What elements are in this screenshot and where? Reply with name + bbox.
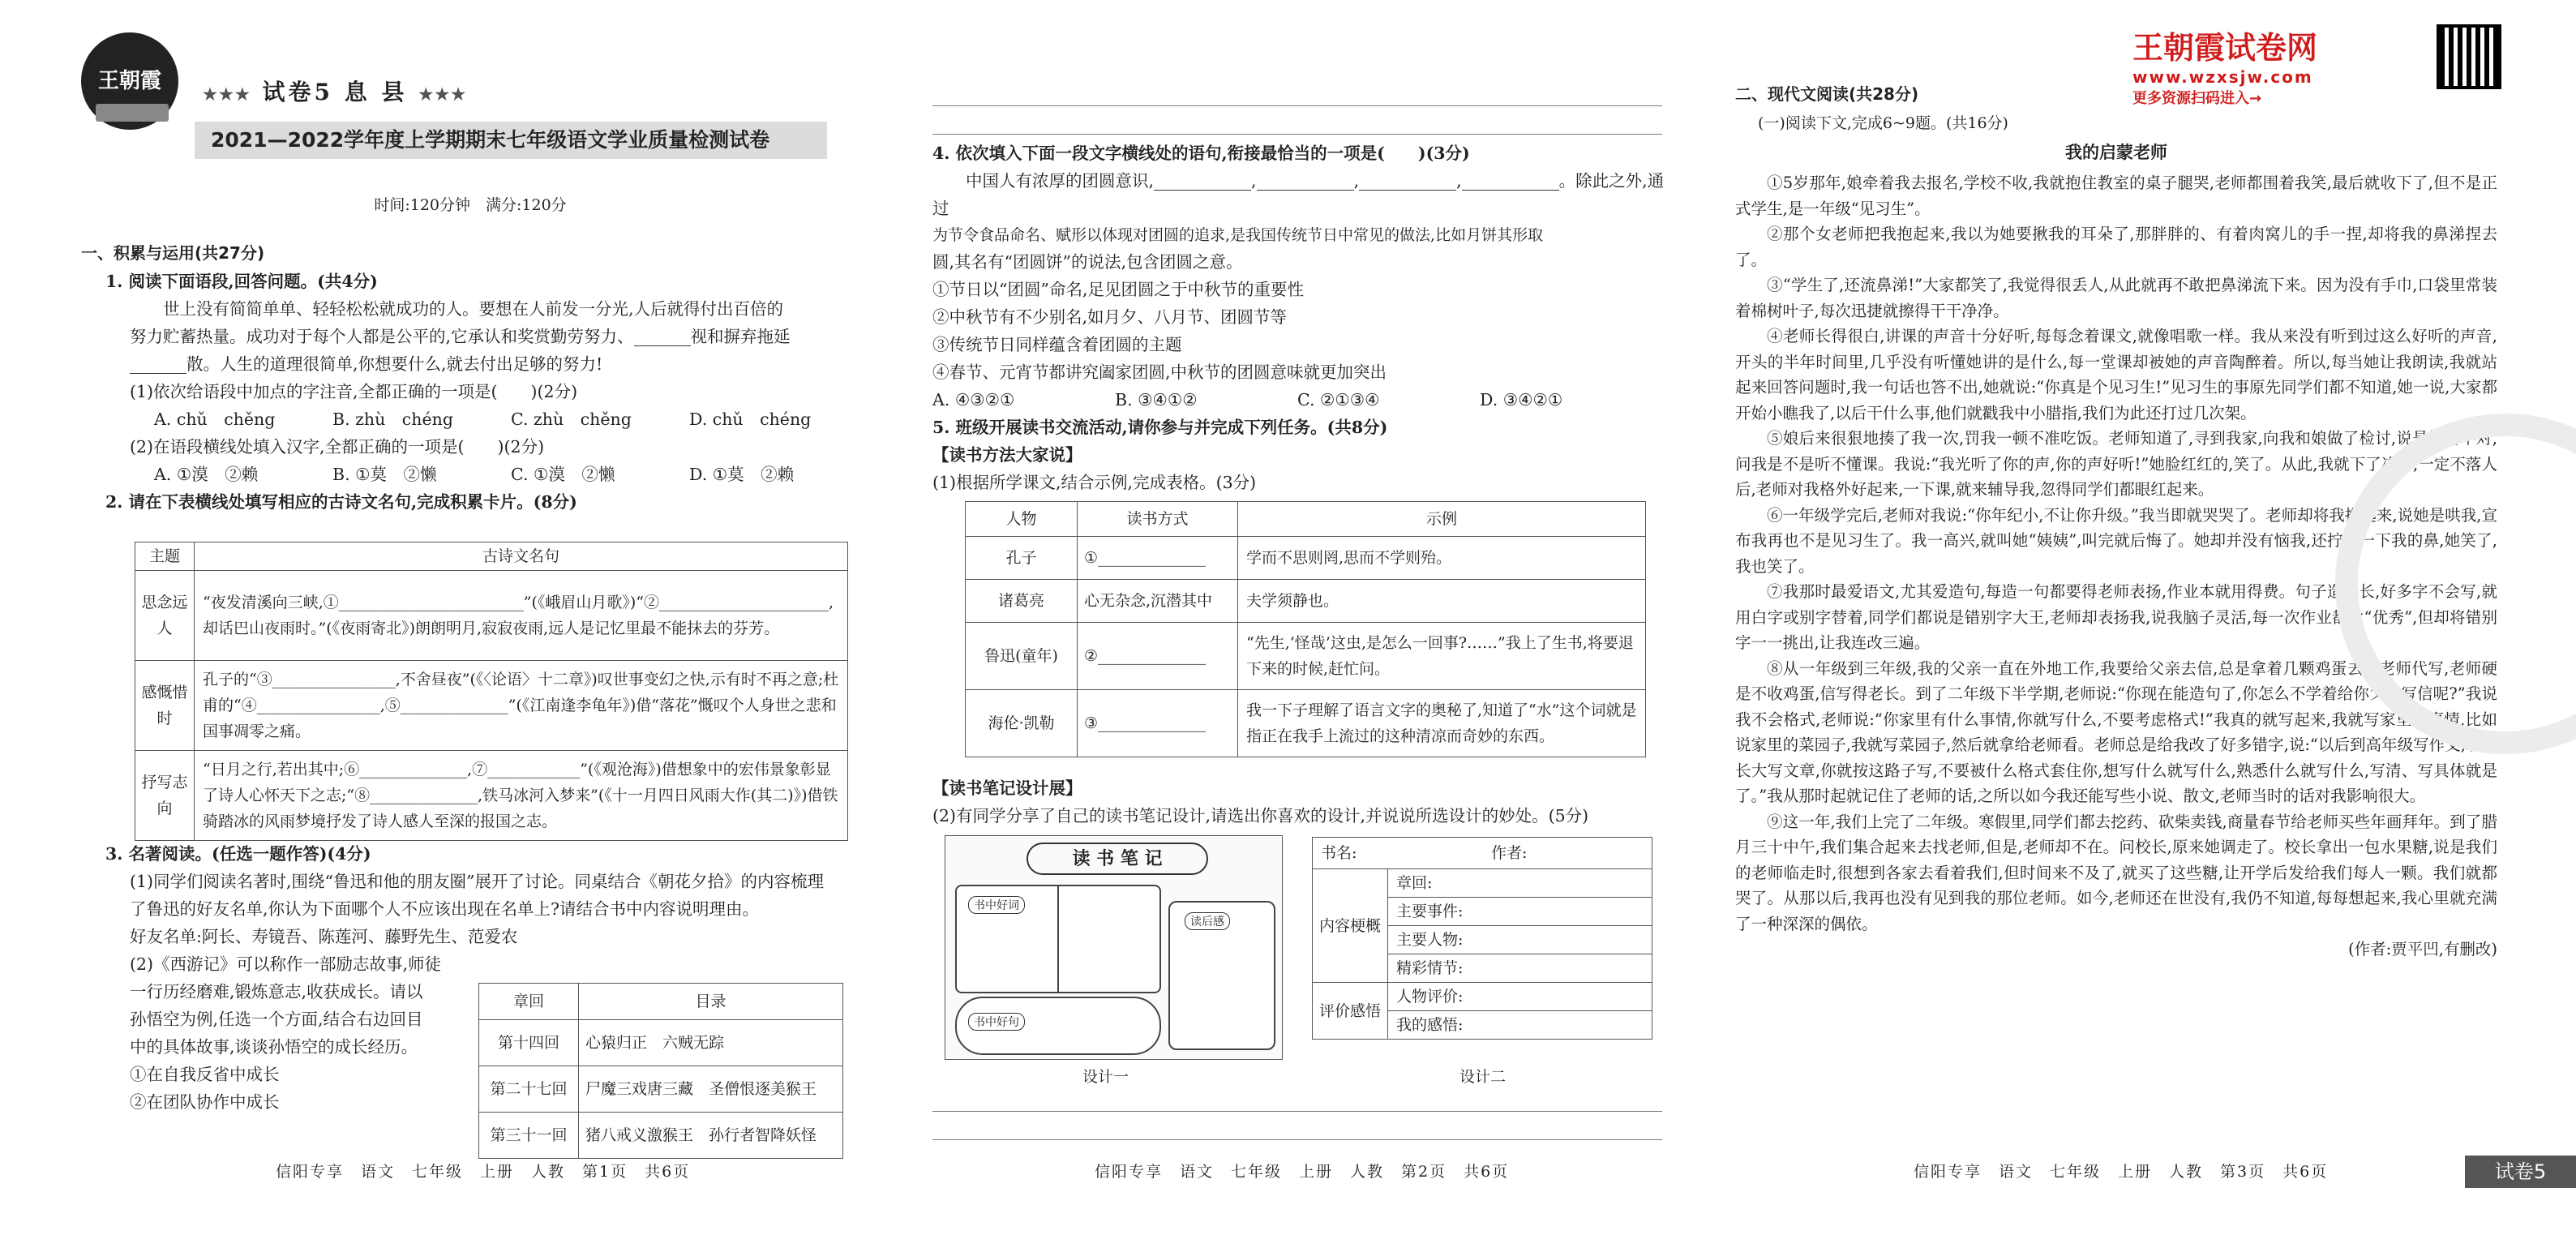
page-1 — [81, 0, 859, 1235]
article-author: (作者:贾平凹,有删改) — [2348, 940, 2497, 958]
q2-th-theme: 主题 — [135, 542, 195, 571]
q2-title: 2. 请在下表横线处填写相应的古诗文名句,完成积累卡片。(8分) — [105, 492, 577, 512]
table-row — [966, 537, 1646, 580]
answer-line — [932, 105, 1662, 106]
q3-option-2[interactable]: ②在团队协作中成长 — [130, 1092, 280, 1112]
q4-p1: 中国人有浓厚的团圆意识, , , , 。除此之外,通过 — [932, 171, 1665, 218]
logo-ribbon — [96, 104, 169, 122]
brand-name: 王朝霞试卷网 — [2132, 30, 2318, 66]
section-2-heading: 二、现代文阅读(共28分) — [1735, 84, 1919, 104]
cell-person: 诸葛亮 — [966, 580, 1078, 623]
article-paragraph-1: ①5岁那年,娘牵着我去报名,学校不收,我就抱住教室的桌子腿哭,老师都围着我笑,最后就收下了,但不是正式学生,是一年级“见习生”。 — [1735, 174, 2497, 218]
q1-sub1-option-a[interactable]: A. chǔ chěng — [154, 410, 276, 429]
article-paragraph-9: ⑨这一年,我们上完了二年级。寒假里,同学们都去挖药、砍柴卖钱,商量春节给老师买些年画拜年。到了腊月三十中午,我们集合起来去找老师,但是,老师却不在。问校长,原来她调走了。校长拿出一包水果糖,说是我们的老师临走时,很想到各家去看着我们,但时间来不及了,就买了这些糖,让开学后发给我们每人一颗。我们就都哭了。从那以后,我再也没有见到我的那位老师。如今,老师还在世没有,我仍不知道,每每想起来,我心里就充满了一种深深的偶依。 — [1735, 812, 2497, 933]
design-two-book: 书名: — [1321, 844, 1357, 862]
cell-method: 心无杂念,沉潜其中 — [1078, 580, 1238, 623]
q5-sub2: (2)有同学分享了自己的读书笔记设计,请选出你喜欢的设计,并说说所选设计的妙处。(5分) — [932, 806, 1589, 825]
question-4 — [932, 139, 1678, 496]
article-paragraph-6: ⑥一年级学完后,老师对我说:“你年纪小,不让你升级。”我当即就哭哭了。老师却将我抱起来,说她是哄我,宣布我再也不是见习生了。我一高兴,就叫她“姨姨”,叫完就后悔了。她却并没有恼我,还拧了一下我的鼻,她笑了,我也笑了。 — [1735, 505, 2497, 576]
qr-code-icon[interactable] — [2437, 24, 2501, 89]
design-two-content-label: 内容梗概 — [1313, 869, 1388, 983]
blank-2[interactable] — [130, 357, 186, 374]
table-row — [135, 661, 848, 751]
q3-sub2c: 孙悟空为例,任选一个方面,结合右边回目 — [130, 1010, 423, 1029]
xiyouji-chapter-table — [478, 983, 843, 1159]
q3-sub1c: 好友名单:阿长、寿镜吾、陈莲河、藤野先生、范爱农 — [130, 927, 518, 946]
q4-option-b[interactable]: B. ③④①② — [1115, 390, 1198, 410]
q2-row2-text[interactable]: 孔子的“③________________,不舍昼夜”(《〈论语〉十二章》)叹世事变幻之快,示有时不再之意;杜甫的“④________________,⑤______________”(《江南逢李龟年》)借“落花”慨叹个人身世之悲和国事凋零之痛。 — [195, 661, 848, 751]
cell-person: 海伦·凯勒 — [966, 690, 1078, 757]
brand-url[interactable]: www.wzxsjw.com — [2132, 67, 2313, 87]
q4-item-4: ④春节、元宵节都讲究阖家团圆,中秋节的团圆意味就更加突出 — [932, 362, 1387, 382]
article-paragraph-3: ③“学生了,还流鼻涕!”大家都笑了,我觉得很丢人,从此就再不敢把鼻涕流下来。因为没有手巾,口袋里常装着棉树叶子,每次迅捷就擦得干干净净。 — [1735, 276, 2497, 320]
q5-part2 — [932, 774, 1678, 830]
q1-para3-text: 散。人生的道理很简单,你想要什么,就去付出足够的努力! — [186, 354, 603, 374]
design-two-eval-label: 评价感悟 — [1313, 983, 1388, 1040]
q1-para3 — [105, 350, 859, 378]
q1-sub1-options — [105, 405, 859, 433]
q4-item-1: ①节日以“团圆”命名,足见团圆之于中秋节的重要性 — [932, 280, 1304, 299]
q4-item-2: ②中秋节有不少别名,如月夕、八月节、团圆节等 — [932, 307, 1288, 327]
table-row — [479, 1020, 843, 1066]
table-row — [479, 1066, 843, 1113]
q1-sub1-option-b[interactable]: B. zhù chéng — [332, 410, 453, 429]
design-two-field: 精彩情节: — [1388, 954, 1652, 983]
stars-right: ★★★ — [418, 84, 468, 104]
cell-example: 我一下子理解了语言文字的奥秘了,知道了“水”这个词就是指正在我手上流过的这种清凉而奇妙的东西。 — [1238, 690, 1646, 757]
toc-th: 目录 — [579, 984, 843, 1020]
q5-sec1: 【读书方法大家说】 — [932, 445, 1082, 465]
q4-blank-4[interactable] — [1462, 174, 1559, 191]
q2-table-header — [135, 542, 848, 571]
q1-sub2-option-c[interactable]: C. ①漠 ②懒 — [511, 465, 615, 484]
table-row — [966, 502, 1646, 537]
q2-row1-text[interactable]: “夜发清溪向三峡,①________________________”(《峨眉山月歌》)“②______________________,却话巴山夜雨时。”(《夜雨寄北》)朗朗明月,寂寂夜雨,远人是记忆里最不能抹去的芬芳。 — [195, 571, 848, 661]
design-two-field: 我的感悟: — [1388, 1011, 1652, 1040]
cell-method-blank[interactable]: ③______________ — [1078, 690, 1238, 757]
q1-title: 1. 阅读下面语段,回答问题。(共4分) — [105, 272, 378, 291]
article-paragraph-5: ⑤娘后来很狠地揍了我一次,罚我一顿不准吃饭。老师知道了,寻到我家,向我和娘做了检讨,说是她的不对,问我是不是听不懂课。我说:“我光听了你的声,你的声好听!”她脸红红的,笑了。从此,我就下了决心,一定不落人后,老师对我格外好起来,一下课,就来辅导我,忽得同学们都眼红起来。 — [1735, 429, 2497, 499]
answer-line — [932, 1111, 1662, 1112]
cell-method-blank[interactable]: ②______________ — [1078, 623, 1238, 690]
chapter-th: 章回 — [479, 984, 579, 1020]
q4-p1b-text: 。除此之外,通过 — [932, 171, 1665, 218]
q1-para1: 世上没有简简单单、轻轻松松就成功的人。要想在人前发一分光,人后就得付出百倍的 — [163, 299, 784, 319]
chapter-cell: 第十四回 — [479, 1020, 579, 1066]
q3-sub1b: 了鲁迅的好友名单,你认为下面哪个人不应该出现在名单上?请结合书中内容说明理由。 — [130, 899, 760, 919]
table-row — [1313, 869, 1652, 898]
q1-para2b-text: 视和摒弃拖延 — [690, 327, 791, 346]
q3-sub2b: 一行历经磨难,锻炼意志,收获成长。请以 — [130, 982, 423, 1001]
cell-example: 学而不思则罔,思而不学则殆。 — [1238, 537, 1646, 580]
cell-example: “先生,‘怪哉’这虫,是怎么一回事?……”我上了生书,将要退下来的时候,赶忙问。 — [1238, 623, 1646, 690]
q3-sub2a: (2)《西游记》可以称作一部励志故事,师徒 — [130, 954, 442, 974]
blank-1[interactable] — [634, 329, 691, 346]
answer-line — [932, 1139, 1662, 1140]
reading-method-table — [965, 501, 1646, 757]
q1-sub1-option-d[interactable]: D. chǔ chéng — [689, 410, 812, 429]
table-row — [1313, 838, 1652, 869]
design-two-field: 人物评价: — [1388, 983, 1652, 1011]
th-person: 人物 — [966, 502, 1078, 537]
q1-sub2-option-d[interactable]: D. ①莫 ②赖 — [689, 465, 795, 484]
exam-banner: 2021—2022学年度上学期期末七年级语文学业质量检测试卷 — [195, 122, 827, 159]
q3-title: 3. 名著阅读。(任选一题作答)(4分) — [105, 844, 371, 864]
toc-cell: 心猿归正 六贼无踪 — [579, 1020, 843, 1066]
exam-title — [203, 75, 467, 107]
stars-left: ★★★ — [203, 84, 251, 104]
q4-options — [932, 386, 1678, 414]
q4-blank-2[interactable] — [1257, 174, 1354, 191]
q5-title: 5. 班级开展读书交流活动,请你参与并完成下列任务。(共8分) — [932, 418, 1388, 437]
table-row — [135, 571, 848, 661]
q3-sub1a: (1)同学们阅读名著时,围绕“鲁迅和他的朋友圈”展开了讨论。同桌结合《朝花夕拾》的内容梳理 — [130, 872, 825, 891]
q3-option-1[interactable]: ①在自我反省中成长 — [130, 1065, 280, 1084]
toc-cell: 尸魔三戏唐三藏 圣僧恨逐美猴王 — [579, 1066, 843, 1113]
q5-sec2: 【读书笔记设计展】 — [932, 778, 1082, 798]
q1-sub2: (2)在语段横线处填入汉字,全都正确的一项是( )(2分) — [130, 437, 545, 457]
article-paragraph-8: ⑧从一年级到三年级,我的父亲一直在外地工作,我要给父亲去信,总是拿着几颗鸡蛋去求老师代写,老师硬是不收鸡蛋,信写得老长。到了二年级下半学期,老师说:“你现在能造句了,你怎么不学着给你父亲写信呢?”我说我不会格式,老师说:“你家里有什么事情,你就写什么,不要考虑格式!”我真的就写起来,我就写家里的事情,比如说家里的菜园子,我就写菜园子,然后就拿给老师看。老师总是给我改了好多错字,说:“以后到高年级写作文,或者长大写文章,你就按这路子写,不要被什么格式套住你,想写什么就写什么,熟悉什么就写什么,写清、写具体就是了。”我从那时起就记住了老师的话,之所以如今我还能写些小说、散文,老师当时的话对我影响很大。 — [1735, 658, 2497, 805]
reading-sub-heading: (一)阅读下文,完成6~9题。(共16分) — [1758, 114, 2008, 132]
q1-sub2-option-a[interactable]: A. ①漠 ②赖 — [154, 465, 259, 484]
q4-p3: 圆,其名有“团圆饼”的说法,包含团圆之意。 — [932, 252, 1243, 272]
answer-line — [932, 134, 1662, 135]
table-row — [479, 984, 843, 1020]
table-row — [966, 580, 1646, 623]
design-two-field: 章回: — [1388, 869, 1652, 898]
q2-th-lines: 古诗文名句 — [195, 542, 848, 571]
table-row — [135, 751, 848, 841]
design-two-author: 作者: — [1491, 844, 1528, 862]
section-1-heading: 一、积累与运用(共27分) — [81, 243, 265, 263]
table-row — [966, 623, 1646, 690]
q1-sub1-option-c[interactable]: C. zhù chěng — [511, 410, 632, 429]
article-paragraph-7: ⑦我那时最爱语文,尤其爱造句,每造一句都要得老师表扬,作业本就用得费。句子造得长,好多字不会写,就用白字或别字替着,同学们都说是错别字大王,老师却表扬我,说我脑子灵活,每一次作业都批“优秀”,但却将错别字一一挑出,让我连改三遍。 — [1735, 582, 2497, 652]
cell-method-blank[interactable]: ①______________ — [1078, 537, 1238, 580]
th-example: 示例 — [1238, 502, 1646, 537]
q1-para2-text: 努力贮蓄热量。成功对于每个人都是公平的,它承认和奖赏勤劳努力、 — [130, 327, 634, 346]
cell-person: 鲁迅(童年) — [966, 623, 1078, 690]
page-1-footer: 信阳专享 语文 七年级 上册 人教 第1页 共6页 — [276, 1163, 691, 1181]
q1-sub2-option-b[interactable]: B. ①莫 ②懒 — [332, 465, 437, 484]
page-3-footer: 信阳专享 语文 七年级 上册 人教 第3页 共6页 — [1914, 1163, 2329, 1181]
book-spine — [1057, 886, 1059, 992]
q2-row3-text[interactable]: “日月之行,若出其中;⑥______________,⑦____________”(《观沧海》)借想象中的宏伟景象彰显了诗人心怀天下之志;“⑧______________,铁马冰河入梦来”(《十一月四日风雨大作(其二)》)借铁骑踏冰的风雨梦境抒发了诗人感人至深的报国之志。 — [195, 751, 848, 841]
question-1 — [105, 268, 859, 516]
design-one-caption: 设计一 — [1082, 1068, 1129, 1086]
q4-title: 4. 依次填入下面一段文字横线处的语句,衔接最恰当的一项是( )(3分) — [932, 144, 1470, 163]
q4-option-a[interactable]: A. ④③②① — [932, 390, 1015, 410]
design-one-tag-words: 书中好词 — [968, 896, 1025, 914]
exam-title-text: 试卷5 息 县 — [262, 79, 408, 105]
q4-blank-3[interactable] — [1359, 174, 1456, 191]
page-2-footer: 信阳专享 语文 七年级 上册 人教 第2页 共6页 — [1095, 1163, 1510, 1181]
toc-cell: 猪八戒义激猴王 孙行者智降妖怪 — [579, 1113, 843, 1159]
q2-card-table — [135, 542, 848, 841]
q4-blank-1[interactable] — [1154, 174, 1251, 191]
chapter-cell: 第二十七回 — [479, 1066, 579, 1113]
brand-block[interactable] — [2132, 23, 2317, 108]
design-two-field: 主要人物: — [1388, 926, 1652, 954]
page-2 — [932, 0, 1678, 1235]
article-paragraph-2: ②那个女老师把我抱起来,我以为她要揪我的耳朵了,那胖胖的、有着肉窝儿的手一捏,却将我的鼻涕捏去了。 — [1735, 225, 2497, 269]
q4-p1-text: 中国人有浓厚的团圆意识, — [966, 171, 1155, 191]
exam-meta: 时间:120分钟 满分:120分 — [374, 196, 567, 214]
q4-option-c[interactable]: C. ②①③④ — [1297, 390, 1380, 410]
q5-sub1: (1)根据所学课文,结合示例,完成表格。(3分) — [932, 473, 1257, 492]
q1-para2 — [105, 323, 859, 350]
q2-row2-theme: 感慨惜时 — [135, 661, 195, 751]
paper-number-tag: 试卷5 — [2465, 1156, 2576, 1188]
article-paragraph-4: ④老师长得很白,讲课的声音十分好听,每每念着课文,就像唱歌一样。我从来没有听到过这么好听的声音,开头的半年时间里,几乎没有听懂她讲的是什么,每一堂课却被她的声音陶醉着。所以,每当她让我朗读,我就站起来回答问题时,我一句话也答不出,她就说:“你真是个见习生!”见习生的事原先同学们都不知道,她一说,大家都开始小瞧我了,以后干什么事,他们就戳我中小腊指,我们为此还打过几次架。 — [1735, 327, 2497, 422]
q2-row1-theme: 思念远人 — [135, 571, 195, 661]
design-two-caption: 设计二 — [1459, 1068, 1507, 1086]
design-one-cloud — [955, 997, 1161, 1055]
q1-sub1: (1)依次给语段中加点的字注音,全都正确的一项是( )(2分) — [130, 382, 578, 401]
design-two-field: 主要事件: — [1388, 898, 1652, 926]
table-row — [966, 690, 1646, 757]
cell-person: 孔子 — [966, 537, 1078, 580]
cell-example: 夫学须静也。 — [1238, 580, 1646, 623]
design-one-review-card — [1168, 901, 1275, 1050]
q4-item-3: ③传统节日同样蕴含着团圆的主题 — [932, 335, 1182, 354]
q3-sub2d: 中的具体故事,谈谈孙悟空的成长经历。 — [130, 1037, 418, 1057]
q1-sub2-options — [105, 461, 859, 488]
design-one-tag-review: 读后感 — [1185, 912, 1230, 930]
design-one-illustration[interactable] — [945, 835, 1283, 1060]
design-one-title: 读 书 笔 记 — [1027, 843, 1208, 875]
brand-tip: 更多资源扫码进入→ — [2132, 90, 2262, 107]
th-method: 读书方式 — [1078, 502, 1238, 537]
q4-p2: 为节令食品命名、赋形以体现对团圆的追求,是我国传统节日中常见的做法,比如月饼其形取 — [932, 226, 1544, 244]
design-two-book-author — [1313, 838, 1652, 869]
table-row — [479, 1113, 843, 1159]
q2-row3-theme: 抒写志向 — [135, 751, 195, 841]
design-one-book-icon — [955, 885, 1161, 993]
design-one-tag-sentences: 书中好句 — [968, 1013, 1025, 1031]
logo-text: 王朝霞 — [97, 69, 161, 93]
q4-option-d[interactable]: D. ③④②① — [1480, 390, 1563, 410]
table-row — [1313, 983, 1652, 1011]
article-title: 我的启蒙老师 — [2065, 142, 2167, 162]
design-two-table[interactable] — [1312, 837, 1652, 1040]
chapter-cell: 第三十一回 — [479, 1113, 579, 1159]
